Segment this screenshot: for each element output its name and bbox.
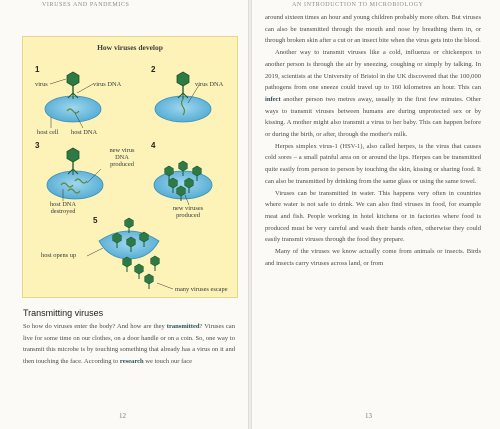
diagram-panel <box>22 36 238 298</box>
step-number-3: 3 <box>35 141 40 150</box>
label-host-dna: host DNA <box>71 129 98 136</box>
keyword-transmitted: transmitted <box>166 323 200 330</box>
label-virus-dna-step2: virus DNA <box>195 81 224 88</box>
label-new-viruses-produced <box>163 205 213 219</box>
keyword-research: research <box>119 358 144 366</box>
label-new-virus-dna-line1: new virus <box>109 147 135 154</box>
label-new-viruses-line1: new viruses <box>172 205 204 212</box>
label-host-dna-destroyed-line2: destroyed <box>50 208 76 215</box>
step-number-5: 5 <box>93 216 98 225</box>
left-paragraph-part1: So how do viruses enter the body? And how are they <box>23 323 167 330</box>
label-host-dna-destroyed-line1: host DNA <box>49 201 77 208</box>
right-paragraph-3: Herpes simplex virus-1 (HSV-1), also called herpes, is the virus that causes cold sores – a small painful area on or around the lips. Herpes can be transmitted quite easily from person to person by touching the skin, kissing or sharing food. It can also be transmitted by drinking from the same glass or using the same towel. <box>265 142 481 185</box>
right-paragraph-2 <box>265 47 481 141</box>
label-new-virus-dna-line2: DNA <box>115 154 129 161</box>
right-paragraph-1: around sixteen times an hour and young children probably more often. But viruses can also be transmitted through the mouth and nose by breathing them in, or through broken skin after a cut or an insect bite when the virus gets into the blood. <box>265 14 481 45</box>
label-host-cell: host cell <box>37 129 59 136</box>
label-new-virus-dna-line3: produced <box>110 161 134 168</box>
label-new-virus-dna-produced <box>101 147 143 168</box>
label-new-viruses-line2: produced <box>176 212 200 219</box>
right-paragraph-2-part1: Another way to transmit viruses like a cold, influenza or chickenpox to another person is through the air by sneezing, coughing or simply by talking. In 2019, scientists at the University of Bristol in the UK discovered that the 100,000 pathogens from one sneeze could travel up to 160 kilometres an hour. This can <box>265 49 481 92</box>
step-number-1: 1 <box>35 65 40 74</box>
left-paragraph <box>23 321 235 368</box>
step-number-2: 2 <box>151 65 156 74</box>
running-head-left: VIRUSES AND PANDEMICS <box>42 2 130 8</box>
keyword-infect: infect <box>265 95 281 103</box>
section-heading: Transmitting viruses <box>23 308 104 318</box>
left-paragraph-part3: we touch our face <box>143 358 193 366</box>
right-page <box>252 0 500 429</box>
right-paragraph-2-part2: another person two metres away, usually in the first few minutes. Other ways to transmit viruses between humans are during unprotected sex or by kissing. A mother might also transmit a virus to her baby. This can happen before or during the birth, or after, through the mother's milk. <box>265 95 481 139</box>
label-virus-dna-step1: virus DNA <box>93 81 122 88</box>
running-head-right: AN INTRODUCTION TO MICROBIOLOGY <box>292 2 424 8</box>
page-number-left: 12 <box>119 412 126 420</box>
left-paragraph-part2: ? Viruses can live for some time on our clothes, on a door handle or on a coin. So, one way to transmit this microbe is by touching something that already has a virus on it and then touching the face. According to <box>23 323 235 366</box>
diagram-title: How viruses develop <box>97 43 163 52</box>
right-body-text <box>265 12 481 269</box>
right-paragraph-5: Many of the viruses we know actually come from animals or insects. Birds and insects carry viruses across land, or from <box>265 248 481 267</box>
page-number-right: 13 <box>365 412 372 420</box>
right-paragraph-4: Viruses can be transmitted in water. This happens very often in countries where water is not safe to drink. We can also find viruses in food, for example meat and fish. People working in hotel kitchens or in factories where food is produced must be very careful and wash their hands often, otherwise they could easily transmit viruses through the food they prepare. <box>265 189 481 244</box>
label-host-dna-destroyed <box>41 201 85 215</box>
label-virus: virus <box>35 81 48 88</box>
step-number-4: 4 <box>151 141 156 150</box>
label-host-opens-up: host opens up <box>41 252 77 259</box>
left-page <box>0 0 248 429</box>
label-many-viruses-escape: many viruses escape <box>175 286 228 293</box>
left-body-text <box>23 321 235 368</box>
